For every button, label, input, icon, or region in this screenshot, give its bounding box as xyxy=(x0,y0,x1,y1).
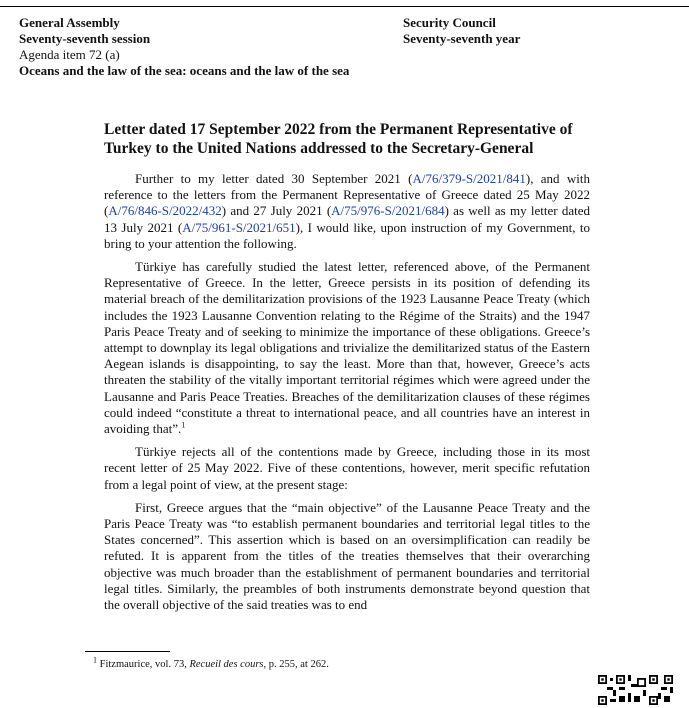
letter-body xyxy=(104,171,590,620)
qr-code-icon xyxy=(598,675,673,705)
footnote-number: 1 xyxy=(93,655,97,665)
text-run: ) and 27 July 2021 ( xyxy=(221,203,332,219)
text-run: ), I would like, upon instruction of my Government, to bring to your attention the following. xyxy=(104,219,590,251)
document-link-a75-961[interactable]: A/75/961-S/2021/651 xyxy=(182,219,296,235)
header-session: Seventy-seventh session xyxy=(19,31,151,46)
document-link-a76-846[interactable]: A/76/846-S/2022/432 xyxy=(108,203,222,219)
header-right xyxy=(403,15,673,47)
document-link-a75-976[interactable]: A/75/976-S/2021/684 xyxy=(331,203,445,219)
document-title: Letter dated 17 September 2022 from the Permanent Representative of Turkey to the United Nations addressed to the Secretary-General xyxy=(104,121,573,157)
paragraph-4: First, Greece argues that the “main objective” of the Lausanne Peace Treaty and the Paris Peace Treaty was “to establish permanent boundaries and territorial legal titles to the States concerned”. This assertion which is based on an oversimplification can readily be refuted. It is apparent from the titles of the treaties themselves that their overarching objective was much broader than the establishment of permanent boundaries and territorial legal titles. Similarly, the preambles of both instruments demonstrate beyond question that the overall objective of the said treaties was to end xyxy=(104,499,590,613)
top-rule xyxy=(0,6,689,7)
header-body-ga: General Assembly xyxy=(19,15,120,30)
header-agenda-item: Agenda item 72 (a) xyxy=(19,47,120,62)
text-run: Türkiye has carefully studied the latest letter, referenced above, of the Permanent Representative of Greece. In the letter, Greece persists in its position of defending its material breach of the demilitarization provisions of the 1923 Lausanne Peace Treaty (which includes the 1923 Lausanne Convention relating to the Régime of the Straits) and the 1947 Paris Peace Treaty and of seeking to minimize the importance of these obligations. Greece’s attempt to downplay its legal obligations and trivialize the demilitarized status of the Eastern Aegean islands is disappointing, to say the least. More than that, however, Greece’s acts threaten the stability of the vitally important territorial régimes which were agreed under the Lausanne and Paris Peace Treaties. Breaches of the demilitarization clauses of these régimes could indeed “constitute a threat to international peace, and all countries have an interest in avoiding that”. xyxy=(104,259,590,437)
header-left xyxy=(19,15,359,79)
paragraph-1 xyxy=(104,171,590,252)
header-year: Seventy-seventh year xyxy=(403,31,521,46)
footnote-italic: Recueil des cours xyxy=(189,659,264,670)
document-link-a76-379[interactable]: A/76/379-S/2021/841 xyxy=(412,171,526,186)
text-run: ) as well as my letter dated 13 July 2021 ( xyxy=(104,203,590,235)
text-run: ), and with reference to the letters from the Permanent Representative of Greece dated 25 May 2022 ( xyxy=(104,171,590,219)
header-agenda-title: Oceans and the law of the sea: oceans and the law of the sea xyxy=(19,63,350,78)
text-run: Further to my letter dated 30 September 2021 ( xyxy=(135,171,413,186)
footnote xyxy=(93,655,329,671)
footnote-text: Fitzmaurice, vol. 73, xyxy=(99,659,190,670)
paragraph-2 xyxy=(104,259,590,437)
footnote-text-end: , p. 255, at 262. xyxy=(263,659,329,670)
header-body-sc: Security Council xyxy=(403,15,496,30)
footnote-ref[interactable]: 1 xyxy=(181,420,186,430)
paragraph-3: Türkiye rejects all of the contentions made by Greece, including those in its most recent letter of 25 May 2022. Five of these contentions, however, merit specific refutation from a legal point of view, at the present stage: xyxy=(104,444,590,492)
footnote-rule xyxy=(85,651,170,652)
